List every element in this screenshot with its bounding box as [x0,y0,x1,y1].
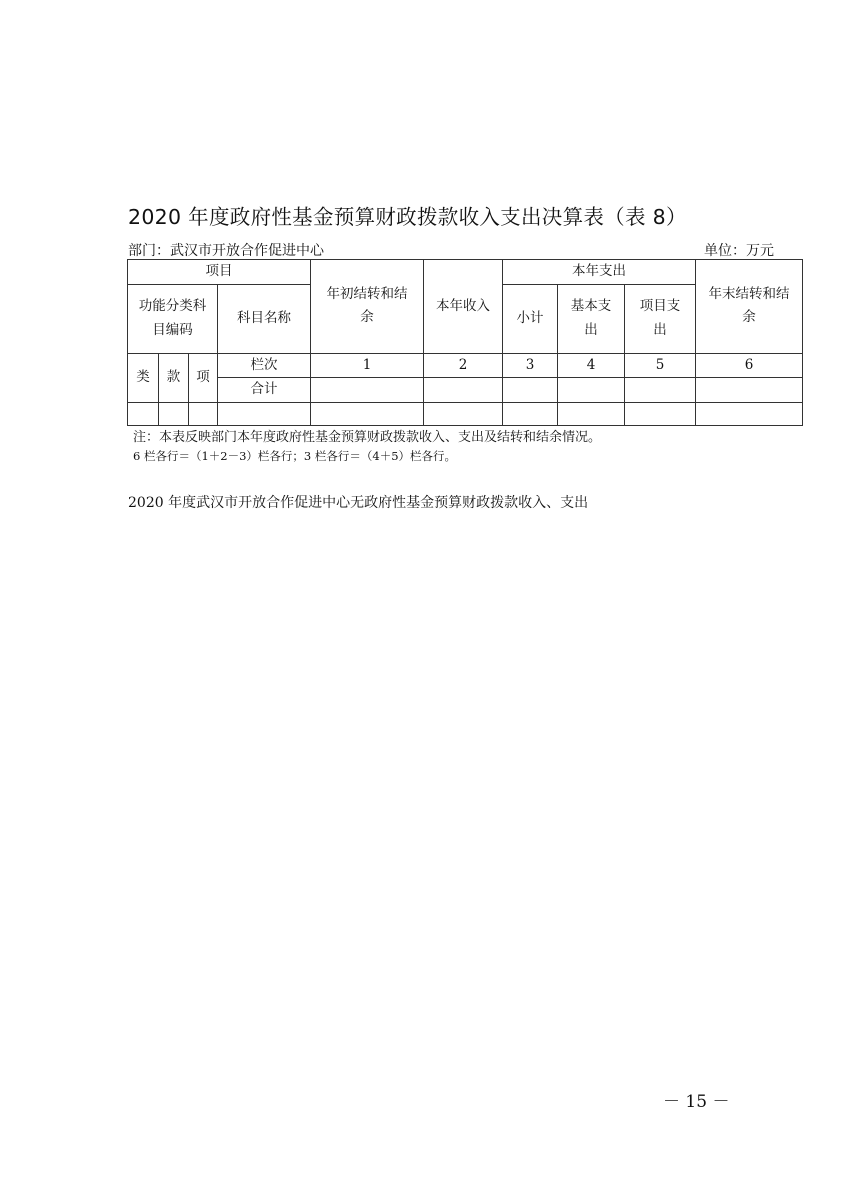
table-cell [159,402,189,425]
expense-header: 本年支出 [503,260,696,285]
column-number: 2 [424,353,503,378]
table-cell [503,402,558,425]
page-number: － 15 － [663,1092,730,1112]
unit-label: 单位：万元 [704,243,774,259]
project-expense-header: 项目支出 [625,284,696,353]
table-cell [503,378,558,403]
end-balance-header: 年末结转和结余 [696,260,803,354]
table-cell [128,402,159,425]
department-label: 部门：武汉市开放合作促进中心 [128,243,324,259]
table-cell [696,378,803,403]
begin-balance-header: 年初结转和结余 [311,260,424,354]
table-cell [558,378,625,403]
table-cell [424,378,503,403]
column-number: 1 [311,353,424,378]
table-cell [218,402,311,425]
table-cell [625,402,696,425]
column-order-label: 栏次 [218,353,311,378]
column-number: 6 [696,353,803,378]
lei-header: 类 [128,353,159,402]
table-cell [625,378,696,403]
income-header: 本年收入 [424,260,503,354]
table-cell [558,402,625,425]
budget-table [127,259,803,426]
formula-note: 6 栏各行＝（1＋2－3）栏各行；3 栏各行＝（4＋5）栏各行。 [133,449,457,463]
table-cell [696,402,803,425]
table-cell [189,402,218,425]
kuan-header: 款 [159,353,189,402]
subtotal-header: 小计 [503,284,558,353]
xiang-header: 项 [189,353,218,402]
table-row [128,402,803,425]
func-code-header: 功能分类科目编码 [128,284,218,353]
column-number: 3 [503,353,558,378]
page-title: 2020 年度政府性基金预算财政拨款收入支出决算表（表 8） [128,205,687,229]
table-cell [311,378,424,403]
item-header: 项目 [128,260,311,285]
no-data-statement: 2020 年度武汉市开放合作促进中心无政府性基金预算财政拨款收入、支出 [128,495,589,511]
table-cell [424,402,503,425]
basic-expense-header: 基本支出 [558,284,625,353]
total-label: 合计 [218,378,311,403]
column-number: 4 [558,353,625,378]
table-cell [311,402,424,425]
table-note: 注：本表反映部门本年度政府性基金预算财政拨款收入、支出及结转和结余情况。 [133,430,602,445]
column-number: 5 [625,353,696,378]
subject-name-header: 科目名称 [218,284,311,353]
